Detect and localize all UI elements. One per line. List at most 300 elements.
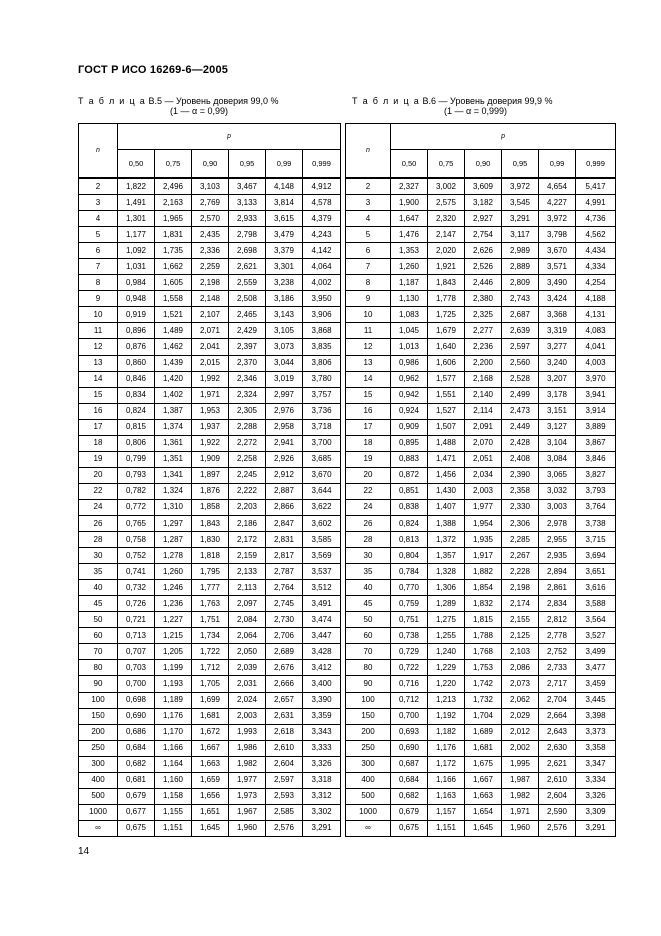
value-cell: 1,818: [192, 548, 229, 564]
n-cell: 16: [79, 403, 118, 419]
n-cell: 9: [346, 291, 391, 307]
value-cell: 1,491: [118, 195, 155, 211]
value-cell: 2,277: [465, 323, 502, 339]
value-cell: 3,319: [539, 323, 576, 339]
n-cell: 50: [346, 612, 391, 628]
value-cell: 0,700: [118, 676, 155, 692]
value-cell: 2,861: [539, 580, 576, 596]
value-cell: 2,590: [539, 804, 576, 820]
table-row: [346, 644, 616, 660]
value-cell: 2,258: [229, 451, 266, 467]
n-cell: 24: [346, 499, 391, 515]
value-cell: 2,272: [229, 435, 266, 451]
value-cell: 3,178: [539, 387, 576, 403]
value-cell: 1,645: [465, 820, 502, 836]
value-cell: 1,732: [465, 692, 502, 708]
value-cell: 2,267: [502, 548, 539, 564]
n-cell: 12: [79, 339, 118, 355]
value-cell: 2,002: [502, 740, 539, 756]
value-cell: 3,972: [539, 211, 576, 227]
value-cell: 3,972: [502, 178, 539, 195]
value-cell: 3,105: [266, 323, 303, 339]
value-cell: 2,041: [192, 339, 229, 355]
value-cell: 1,971: [502, 804, 539, 820]
value-cell: 3,343: [303, 724, 341, 740]
value-cell: 3,302: [303, 804, 341, 820]
value-cell: 2,465: [229, 307, 266, 323]
column-header: 0,95: [502, 150, 539, 179]
value-cell: 3,616: [576, 580, 616, 596]
value-cell: 3,003: [539, 499, 576, 515]
n-cell: 2: [346, 178, 391, 195]
value-cell: 1,704: [465, 708, 502, 724]
value-cell: 3,301: [266, 259, 303, 275]
value-cell: 3,467: [229, 178, 266, 195]
table-row: [346, 387, 616, 403]
value-cell: 3,379: [266, 243, 303, 259]
value-cell: 2,390: [502, 467, 539, 483]
value-cell: 1,909: [192, 451, 229, 467]
value-cell: 2,324: [229, 387, 266, 403]
value-cell: 2,168: [465, 371, 502, 387]
value-cell: 2,618: [266, 724, 303, 740]
value-cell: 2,084: [229, 612, 266, 628]
n-cell: 40: [346, 580, 391, 596]
value-cell: 3,827: [576, 467, 616, 483]
value-cell: 1,388: [428, 515, 465, 531]
caption-subtitle: (1 — α = 0,999): [444, 106, 507, 116]
value-cell: 1,374: [155, 419, 192, 435]
value-cell: 3,368: [539, 307, 576, 323]
value-cell: 1,489: [155, 323, 192, 339]
value-cell: 2,003: [229, 708, 266, 724]
value-cell: 2,643: [539, 724, 576, 740]
n-cell: 14: [79, 371, 118, 387]
table-row: [79, 804, 341, 820]
value-cell: 2,508: [229, 291, 266, 307]
n-cell: 11: [346, 323, 391, 339]
n-cell: ∞: [346, 820, 391, 836]
n-cell: 60: [346, 628, 391, 644]
value-cell: 1,577: [428, 371, 465, 387]
value-cell: 3,757: [303, 387, 341, 403]
table-row: [346, 612, 616, 628]
table-row: [346, 660, 616, 676]
value-cell: 1,163: [428, 788, 465, 804]
value-cell: 0,770: [391, 580, 428, 596]
table-row: [79, 419, 341, 435]
table-row: [346, 339, 616, 355]
value-cell: 0,782: [118, 483, 155, 499]
table-row: [346, 323, 616, 339]
value-cell: 3,715: [576, 532, 616, 548]
table-row: [79, 756, 341, 772]
value-cell: 1,699: [192, 692, 229, 708]
value-cell: 2,887: [266, 483, 303, 499]
value-cell: 2,834: [539, 596, 576, 612]
value-cell: 1,647: [391, 211, 428, 227]
value-cell: 0,909: [391, 419, 428, 435]
value-cell: 2,831: [266, 532, 303, 548]
column-header: 0,50: [391, 150, 428, 179]
value-cell: 2,676: [266, 660, 303, 676]
value-cell: 2,064: [229, 628, 266, 644]
value-cell: 3,651: [576, 564, 616, 580]
n-cell: 200: [346, 724, 391, 740]
value-cell: 3,400: [303, 676, 341, 692]
value-cell: 3,564: [576, 612, 616, 628]
n-cell: 26: [346, 515, 391, 531]
value-cell: 2,288: [229, 419, 266, 435]
value-cell: 0,759: [391, 596, 428, 612]
value-cell: 1,795: [192, 564, 229, 580]
value-cell: 1,854: [465, 580, 502, 596]
n-cell: 26: [79, 515, 118, 531]
value-cell: 1,166: [428, 772, 465, 788]
value-cell: 1,157: [428, 804, 465, 820]
value-cell: 2,798: [229, 227, 266, 243]
value-cell: 2,912: [266, 467, 303, 483]
n-cell: 300: [79, 756, 118, 772]
value-cell: 2,114: [465, 403, 502, 419]
value-cell: 3,103: [192, 178, 229, 195]
value-cell: 1,551: [428, 387, 465, 403]
value-cell: 0,693: [391, 724, 428, 740]
value-cell: 2,070: [465, 435, 502, 451]
n-cell: 500: [346, 788, 391, 804]
value-cell: 2,446: [465, 275, 502, 291]
value-cell: 3,447: [303, 628, 341, 644]
n-cell: 7: [79, 259, 118, 275]
value-cell: 1,982: [502, 788, 539, 804]
value-cell: 1,182: [428, 724, 465, 740]
value-cell: 1,341: [155, 467, 192, 483]
n-cell: 90: [79, 676, 118, 692]
n-cell: 400: [79, 772, 118, 788]
table-row: [79, 291, 341, 307]
n-cell: 6: [346, 243, 391, 259]
n-cell: 5: [79, 227, 118, 243]
value-cell: 3,019: [266, 371, 303, 387]
n-cell: 3: [346, 195, 391, 211]
value-cell: 1,992: [192, 371, 229, 387]
value-cell: 1,213: [428, 692, 465, 708]
value-cell: 3,867: [576, 435, 616, 451]
value-cell: 2,346: [229, 371, 266, 387]
value-cell: 1,488: [428, 435, 465, 451]
value-cell: 1,193: [155, 676, 192, 692]
value-cell: 2,499: [502, 387, 539, 403]
value-cell: 2,604: [266, 756, 303, 772]
column-header: 0,90: [192, 150, 229, 179]
table-row: [79, 740, 341, 756]
value-cell: 0,686: [118, 724, 155, 740]
value-cell: 0,729: [391, 644, 428, 660]
n-cell: 8: [79, 275, 118, 291]
value-cell: 3,127: [539, 419, 576, 435]
n-cell: 16: [346, 403, 391, 419]
value-cell: 0,707: [118, 644, 155, 660]
value-cell: 3,477: [576, 660, 616, 676]
value-cell: 0,876: [118, 339, 155, 355]
value-cell: 2,003: [465, 483, 502, 499]
value-cell: 2,778: [539, 628, 576, 644]
value-cell: 0,681: [118, 772, 155, 788]
value-cell: 3,764: [576, 499, 616, 515]
value-cell: 2,593: [266, 788, 303, 804]
table-row: [346, 227, 616, 243]
value-cell: 1,900: [391, 195, 428, 211]
n-cell: 2: [79, 178, 118, 195]
table-row: [346, 692, 616, 708]
value-cell: 3,373: [576, 724, 616, 740]
value-cell: 1,205: [155, 644, 192, 660]
value-cell: 2,730: [266, 612, 303, 628]
table-row: [346, 483, 616, 499]
value-cell: 3,537: [303, 564, 341, 580]
value-cell: 3,428: [303, 644, 341, 660]
value-cell: 0,860: [118, 355, 155, 371]
n-cell: 80: [346, 660, 391, 676]
value-cell: 1,462: [155, 339, 192, 355]
table-row: [79, 724, 341, 740]
value-cell: 2,889: [502, 259, 539, 275]
value-cell: 0,772: [118, 499, 155, 515]
value-cell: 0,793: [118, 467, 155, 483]
n-cell: 1000: [346, 804, 391, 820]
value-cell: 2,997: [266, 387, 303, 403]
value-cell: 1,675: [465, 756, 502, 772]
value-cell: 3,084: [539, 451, 576, 467]
value-cell: 3,798: [539, 227, 576, 243]
value-cell: 4,188: [576, 291, 616, 307]
value-cell: 1,255: [428, 628, 465, 644]
value-cell: 1,843: [428, 275, 465, 291]
value-cell: 1,977: [229, 772, 266, 788]
table-row: [346, 740, 616, 756]
value-cell: 4,334: [576, 259, 616, 275]
table-row: [79, 708, 341, 724]
value-cell: 3,326: [576, 788, 616, 804]
value-cell: 1,937: [192, 419, 229, 435]
value-cell: 2,325: [465, 307, 502, 323]
value-cell: 1,987: [502, 772, 539, 788]
value-cell: 0,751: [391, 612, 428, 628]
value-cell: 3,104: [539, 435, 576, 451]
value-cell: 1,735: [155, 243, 192, 259]
table-row: [346, 515, 616, 531]
value-cell: 0,726: [118, 596, 155, 612]
value-cell: 1,689: [465, 724, 502, 740]
value-cell: 5,417: [576, 178, 616, 195]
n-cell: 22: [79, 483, 118, 499]
table-row: [79, 243, 341, 259]
value-cell: 1,527: [428, 403, 465, 419]
value-cell: 2,752: [539, 644, 576, 660]
value-cell: 2,155: [502, 612, 539, 628]
value-cell: 2,473: [502, 403, 539, 419]
n-cell: 30: [346, 548, 391, 564]
value-cell: 0,824: [391, 515, 428, 531]
table-row: [79, 628, 341, 644]
value-cell: 1,045: [391, 323, 428, 339]
value-cell: 1,372: [428, 532, 465, 548]
value-cell: 3,527: [576, 628, 616, 644]
n-cell: 17: [79, 419, 118, 435]
value-cell: 2,754: [465, 227, 502, 243]
value-cell: 1,667: [465, 772, 502, 788]
value-cell: 3,207: [539, 371, 576, 387]
n-cell: 30: [79, 548, 118, 564]
value-cell: 3,073: [266, 339, 303, 355]
n-cell: 10: [346, 307, 391, 323]
n-cell: 45: [346, 596, 391, 612]
value-cell: 4,142: [303, 243, 341, 259]
table-row: [346, 676, 616, 692]
value-cell: 3,445: [576, 692, 616, 708]
value-cell: 2,894: [539, 564, 576, 580]
value-cell: 2,526: [465, 259, 502, 275]
value-cell: 2,570: [192, 211, 229, 227]
value-cell: 2,733: [539, 660, 576, 676]
table-row: [79, 532, 341, 548]
value-cell: 1,645: [192, 820, 229, 836]
column-header: 0,99: [539, 150, 576, 179]
value-cell: 3,459: [576, 676, 616, 692]
value-cell: 3,474: [303, 612, 341, 628]
value-cell: 2,435: [192, 227, 229, 243]
table-row: [79, 211, 341, 227]
table-row: [79, 692, 341, 708]
value-cell: 1,822: [118, 178, 155, 195]
value-cell: 2,935: [539, 548, 576, 564]
value-cell: 3,318: [303, 772, 341, 788]
value-cell: 0,804: [391, 548, 428, 564]
n-cell: 15: [79, 387, 118, 403]
table-row: [346, 467, 616, 483]
value-cell: 0,924: [391, 403, 428, 419]
value-cell: 2,285: [502, 532, 539, 548]
n-cell: 70: [79, 644, 118, 660]
value-cell: 2,148: [192, 291, 229, 307]
table-row: [79, 323, 341, 339]
value-cell: 2,086: [502, 660, 539, 676]
value-cell: 2,621: [229, 259, 266, 275]
value-cell: 3,588: [576, 596, 616, 612]
n-cell: 28: [346, 532, 391, 548]
value-cell: 2,034: [465, 467, 502, 483]
value-cell: 1,681: [192, 708, 229, 724]
value-cell: 0,682: [118, 756, 155, 772]
value-cell: 1,897: [192, 467, 229, 483]
value-cell: 2,397: [229, 339, 266, 355]
value-cell: 1,663: [465, 788, 502, 804]
value-cell: 1,722: [192, 644, 229, 660]
value-cell: 1,151: [155, 820, 192, 836]
value-cell: 1,189: [155, 692, 192, 708]
value-cell: 1,278: [155, 548, 192, 564]
value-cell: 1,954: [465, 515, 502, 531]
value-cell: 2,664: [539, 708, 576, 724]
value-cell: 2,113: [229, 580, 266, 596]
value-cell: 4,064: [303, 259, 341, 275]
value-cell: 1,170: [155, 724, 192, 740]
value-cell: 3,868: [303, 323, 341, 339]
value-cell: 4,002: [303, 275, 341, 291]
n-cell: 45: [79, 596, 118, 612]
value-cell: 0,986: [391, 355, 428, 371]
table-row: [79, 275, 341, 291]
value-cell: 0,984: [118, 275, 155, 291]
value-cell: 3,312: [303, 788, 341, 804]
table-row: [346, 178, 616, 195]
value-cell: 1,164: [155, 756, 192, 772]
value-cell: 3,736: [303, 403, 341, 419]
table-row: [79, 596, 341, 612]
value-cell: 2,071: [192, 323, 229, 339]
n-cell: 18: [79, 435, 118, 451]
value-cell: 1,977: [465, 499, 502, 515]
value-cell: 1,922: [192, 435, 229, 451]
value-cell: 1,763: [192, 596, 229, 612]
value-cell: 1,832: [465, 596, 502, 612]
column-header: 0,999: [303, 150, 341, 179]
table-row: [79, 387, 341, 403]
value-cell: 1,361: [155, 435, 192, 451]
value-cell: 2,610: [266, 740, 303, 756]
value-cell: 3,545: [502, 195, 539, 211]
value-cell: 1,876: [192, 483, 229, 499]
table-row: [346, 499, 616, 515]
value-cell: 1,310: [155, 499, 192, 515]
n-cell: 100: [79, 692, 118, 708]
value-cell: 1,199: [155, 660, 192, 676]
n-cell: 200: [79, 724, 118, 740]
value-cell: 1,172: [428, 756, 465, 772]
value-cell: 0,675: [118, 820, 155, 836]
table-row: [346, 291, 616, 307]
table-row: [79, 259, 341, 275]
value-cell: 0,703: [118, 660, 155, 676]
n-cell: 100: [346, 692, 391, 708]
value-cell: 2,764: [266, 580, 303, 596]
value-cell: 1,260: [155, 564, 192, 580]
n-cell: 20: [346, 467, 391, 483]
table-row: [79, 548, 341, 564]
value-cell: 1,260: [391, 259, 428, 275]
value-cell: 1,831: [155, 227, 192, 243]
value-cell: 2,496: [155, 178, 192, 195]
value-cell: 0,682: [391, 788, 428, 804]
value-cell: 2,941: [266, 435, 303, 451]
value-cell: 2,370: [229, 355, 266, 371]
table-row: [346, 564, 616, 580]
caption-label: Т а б л и ц а: [352, 96, 420, 106]
value-cell: 3,499: [576, 644, 616, 660]
table-row: [79, 483, 341, 499]
value-cell: 3,291: [502, 211, 539, 227]
value-cell: 0,962: [391, 371, 428, 387]
value-cell: 1,430: [428, 483, 465, 499]
value-cell: 3,133: [229, 195, 266, 211]
value-cell: 1,986: [229, 740, 266, 756]
value-cell: 3,622: [303, 499, 341, 515]
value-cell: 0,679: [118, 788, 155, 804]
value-cell: 3,970: [576, 371, 616, 387]
value-cell: 1,659: [192, 772, 229, 788]
n-cell: 6: [79, 243, 118, 259]
table-row: [79, 612, 341, 628]
